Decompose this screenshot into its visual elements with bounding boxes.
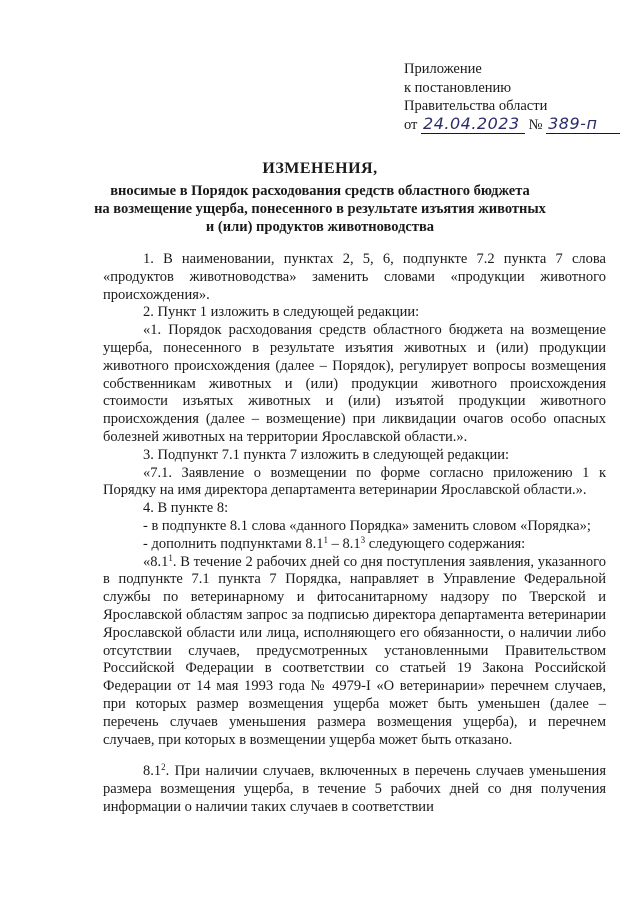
paragraph-3: «1. Порядок расходования средств областного бюджета на возмещение ущерба, понесенного в результате изъятия животных и (или) продукции животного происхождения (далее – Порядок), регулирует вопросы возмещения собственникам животных и (или) продукции животного происхождения стоимости изъятых животных и (или) изъятой продукции животного происхождения (далее – возмещение) при ликвидации очагов особо опасных болезней животных на территории Ярославской области.». (103, 322, 606, 445)
document-title (40, 160, 600, 236)
paragraph-1: 1. В наименовании, пунктах 2, 5, 6, подпункте 7.2 пункта 7 слова «продуктов животноводства» заменить словами «продукции животного происхождения». (103, 251, 606, 303)
date-handwritten: 24.04.2023 (423, 113, 520, 133)
number-prefix: № (528, 116, 543, 133)
appendix-line-1: Приложение (404, 61, 482, 77)
p10-part-b: . При наличии случаев, включенных в перечень случаев уменьшения размера возмещения ущерба, в течение 5 рабочих дней со дня получения информации о наличии таких случаев в соответствии (103, 763, 606, 815)
number-field (546, 113, 620, 134)
p8-part-a: - дополнить подпунктами 8.1 (143, 535, 324, 552)
appendix-line-2: к постановлению (404, 79, 512, 96)
p10-sup: 2 (161, 762, 166, 773)
date-prefix: от (404, 116, 418, 133)
appendix-date-line (404, 113, 634, 135)
p8-sup-1: 1 (323, 534, 328, 545)
title-sub-3: и (или) продуктов животноводства (205, 219, 435, 235)
paragraph-7: - в подпункте 8.1 слова «данного Порядка» заменить словом «Порядка»; (143, 517, 591, 534)
paragraph-10 (103, 763, 606, 816)
document-body (103, 251, 606, 817)
number-handwritten: 389-п (548, 113, 598, 133)
p8-sup-2: 3 (360, 534, 366, 545)
p8-part-b: – 8.1 (327, 535, 361, 552)
p9-sup: 1 (168, 552, 173, 563)
paragraph-4: 3. Подпункт 7.1 пункта 7 изложить в следующей редакции: (143, 446, 510, 463)
date-field (421, 113, 525, 134)
paragraph-9 (103, 554, 606, 750)
paragraph-6: 4. В пункте 8: (143, 500, 229, 517)
title-main: ИЗМЕНЕНИЯ, (262, 160, 378, 177)
title-sub-2: на возмещение ущерба, понесенного в результате изъятия животных (94, 201, 546, 217)
p9-part-a: «8.1 (143, 553, 169, 570)
paragraph-5: «7.1. Заявление о возмещении по форме согласно приложению 1 к Порядку на имя директора департамента ветеринарии Ярославской области.». (103, 464, 606, 499)
paragraph-2: 2. Пункт 1 изложить в следующей редакции: (143, 304, 420, 321)
paragraph-8 (103, 536, 606, 554)
p8-part-c: следующего содержания: (365, 535, 526, 552)
appendix-line-3: Правительства области (404, 98, 548, 114)
p9-part-b: . В течение 2 рабочих дней со дня поступления заявления, указанного в подпункте 7.1 пункта 7 Порядка, направляет в Управление Федеральной службы по ветеринарному и фитосанитарному надзору по Тверской и Ярославской областям запрос за подписью директора департамента ветеринарии Ярославской области или лица, исполняющего его обязанности, о наличии либо отсутствии случаев, предусмотренных установленными Правительством Российской Федерации в соответствии со статьей 19 Закона Российской Федерации от 14 мая 1993 года № 4979-I «О ветеринарии» перечнем случаев, при которых размер возмещения ущерба может быть уменьшен (далее – перечень случаев уменьшения размера возмещения ущерба), и перечнем случаев, при которых в возмещении ущерба может быть отказано. (103, 553, 606, 748)
appendix-block (404, 60, 634, 134)
title-sub-1: вносимые в Порядок расходования средств областного бюджета (110, 183, 530, 199)
p10-part-a: 8.1 (143, 763, 162, 780)
